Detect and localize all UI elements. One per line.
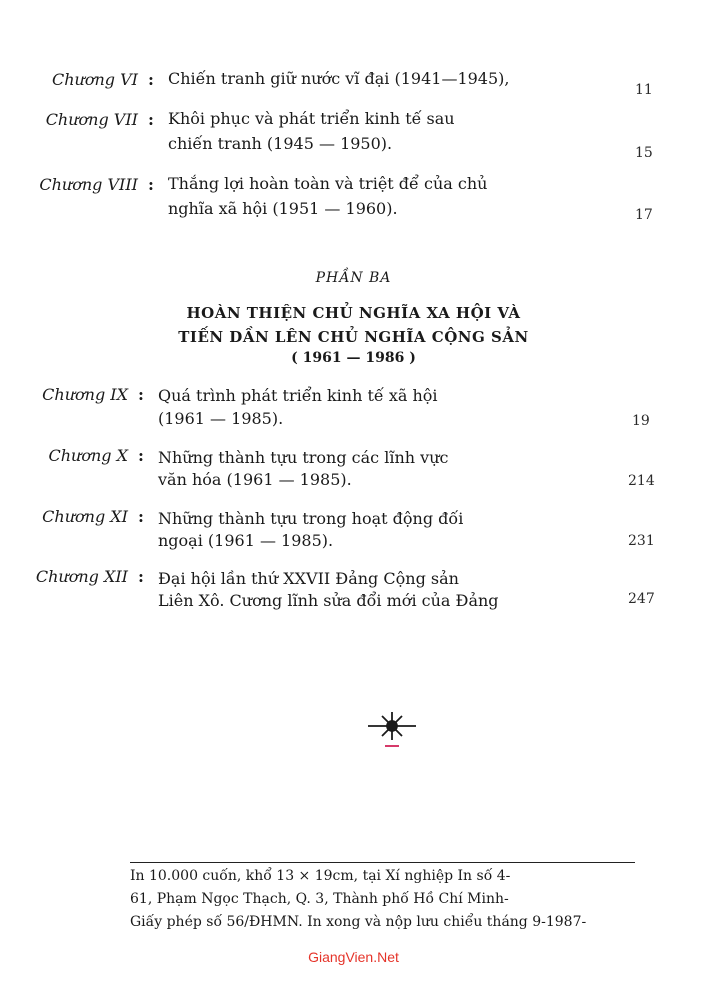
colon: : xyxy=(148,70,154,89)
chapter-title-line: Đại hội lần thứ XXVII Đảng Cộng sản xyxy=(158,569,459,588)
colon: : xyxy=(138,446,144,465)
imprint-line: 61, Phạm Ngọc Thạch, Q. 3, Thành phố Hồ Chí Minh- xyxy=(130,891,509,907)
chapter-title-line: Liên Xô. Cương lĩnh sửa đổi mới của Đảng xyxy=(158,591,499,610)
ornament-star-icon xyxy=(362,710,422,750)
colon: : xyxy=(138,567,144,586)
colon: : xyxy=(138,385,144,404)
chapter-label: Chương XII xyxy=(35,567,128,586)
chapter-label: Chương IX xyxy=(42,385,128,404)
chapter-title-line: (1961 — 1985). xyxy=(158,409,284,428)
part-label: PHẦN BA xyxy=(315,270,392,286)
page-number: 231 xyxy=(628,533,655,549)
chapter-label: Chương X xyxy=(48,446,128,465)
imprint-block xyxy=(130,865,640,934)
chapter-title-line: Khôi phục và phát triển kinh tế sau xyxy=(168,109,455,128)
part-title-line2: TIẾN DẦN LÊN CHỦ NGHĨA CỘNG SẢN xyxy=(178,328,529,346)
chapter-title-line: Thắng lợi hoàn toàn và triệt để của chủ xyxy=(168,174,488,193)
page-number: 214 xyxy=(628,473,655,489)
chapter-title-line: nghĩa xã hội (1951 — 1960). xyxy=(168,199,398,218)
chapter-title-line: Chiến tranh giữ nước vĩ đại (1941—1945), xyxy=(168,69,510,88)
chapter-label: Chương VIII xyxy=(39,175,138,194)
imprint-line: In 10.000 cuốn, khổ 13 × 19cm, tại Xí nghiệp In số 4- xyxy=(130,868,511,884)
part-title-line1: HOÀN THIỆN CHỦ NGHĨA XA HỘI VÀ xyxy=(186,304,521,322)
page-number: 17 xyxy=(635,207,653,223)
page-number: 19 xyxy=(632,413,650,429)
page-number: 247 xyxy=(628,591,655,607)
imprint-line: Giấy phép số 56/ĐHMN. In xong và nộp lưu chiểu tháng 9-1987- xyxy=(130,914,587,930)
chapter-title-line: Những thành tựu trong các lĩnh vực xyxy=(158,448,449,467)
watermark-text: GiangVien.Net xyxy=(308,949,399,965)
divider-rule xyxy=(130,862,635,863)
colon: : xyxy=(148,175,154,194)
chapter-label: Chương VII xyxy=(45,110,138,129)
chapter-title-line: văn hóa (1961 — 1985). xyxy=(158,470,352,489)
colon: : xyxy=(138,507,144,526)
chapter-label: Chương XI xyxy=(42,507,128,526)
chapter-title-line: Những thành tựu trong hoạt động đối xyxy=(158,509,464,528)
chapter-label: Chương VI xyxy=(52,70,138,89)
chapter-title-line: ngoại (1961 — 1985). xyxy=(158,531,334,550)
page-number: 15 xyxy=(635,145,653,161)
chapter-title-line: Quá trình phát triển kinh tế xã hội xyxy=(158,386,438,405)
part-years: ( 1961 — 1986 ) xyxy=(291,350,416,366)
colon: : xyxy=(148,110,154,129)
page-number: 11 xyxy=(635,82,653,98)
chapter-title-line: chiến tranh (1945 — 1950). xyxy=(168,134,393,153)
